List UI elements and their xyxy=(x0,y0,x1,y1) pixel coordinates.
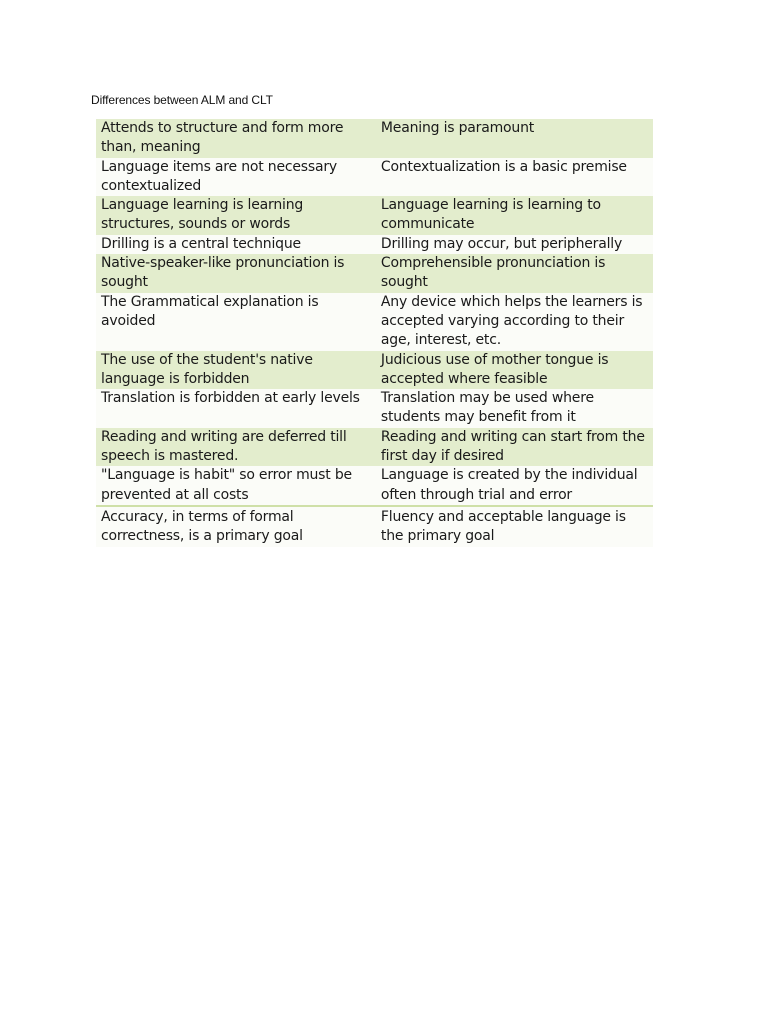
clt-cell: Judicious use of mother tongue is accepted where feasible xyxy=(376,351,653,390)
table-row xyxy=(96,428,653,467)
alm-cell: Accuracy, in terms of formal correctness, is a primary goal xyxy=(96,506,376,547)
clt-cell: Drilling may occur, but peripherally xyxy=(376,235,653,254)
table-row xyxy=(96,235,653,254)
alm-cell: Language learning is learning structures, sounds or words xyxy=(96,196,376,235)
document-title: Differences between ALM and CLT xyxy=(91,93,273,107)
clt-cell: Any device which helps the learners is accepted varying according to their age, interest, etc. xyxy=(376,293,653,351)
table-row xyxy=(96,119,653,158)
clt-cell: Comprehensible pronunciation is sought xyxy=(376,254,653,293)
table-row xyxy=(96,254,653,293)
table-row xyxy=(96,196,653,235)
table-row xyxy=(96,351,653,390)
clt-cell: Reading and writing can start from the first day if desired xyxy=(376,428,653,467)
table-row xyxy=(96,466,653,506)
alm-cell: Attends to structure and form more than, meaning xyxy=(96,119,376,158)
table-row xyxy=(96,293,653,351)
alm-cell: Native-speaker-like pronunciation is sought xyxy=(96,254,376,293)
comparison-table-body xyxy=(96,119,653,547)
alm-cell: The use of the student's native language is forbidden xyxy=(96,351,376,390)
clt-cell: Contextualization is a basic premise xyxy=(376,158,653,197)
table-row xyxy=(96,158,653,197)
clt-cell: Language is created by the individual often through trial and error xyxy=(376,466,653,506)
clt-cell: Language learning is learning to communicate xyxy=(376,196,653,235)
alm-cell: Translation is forbidden at early levels xyxy=(96,389,376,428)
alm-cell: Reading and writing are deferred till speech is mastered. xyxy=(96,428,376,467)
alm-cell: Drilling is a central technique xyxy=(96,235,376,254)
clt-cell: Fluency and acceptable language is the primary goal xyxy=(376,506,653,547)
comparison-table xyxy=(96,119,653,547)
clt-cell: Meaning is paramount xyxy=(376,119,653,158)
table-row xyxy=(96,506,653,547)
alm-cell: Language items are not necessary contextualized xyxy=(96,158,376,197)
alm-cell: "Language is habit" so error must be prevented at all costs xyxy=(96,466,376,506)
clt-cell: Translation may be used where students may benefit from it xyxy=(376,389,653,428)
alm-cell: The Grammatical explanation is avoided xyxy=(96,293,376,351)
table-row xyxy=(96,389,653,428)
